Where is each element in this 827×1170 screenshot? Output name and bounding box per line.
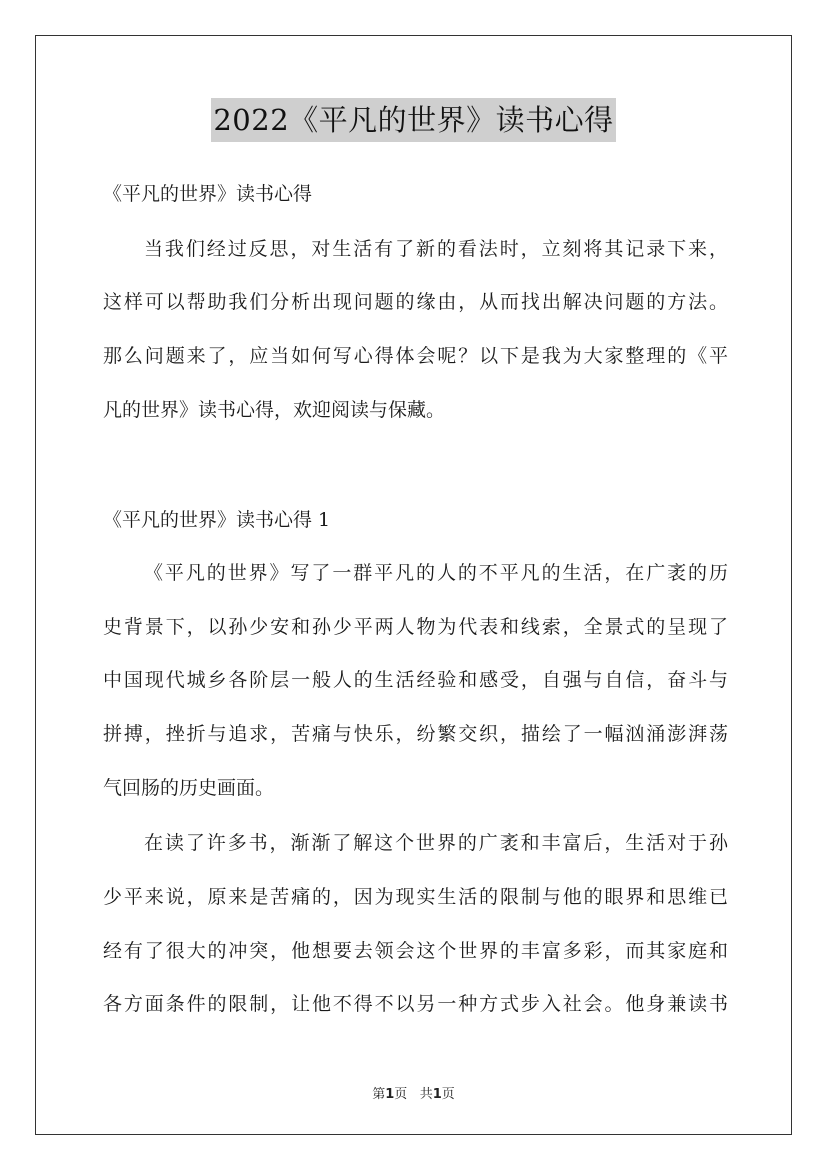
paragraph-line: 中国现代城乡各阶层一般人的生活经验和感受，自强与自信，奋斗与 bbox=[103, 669, 728, 691]
title-container bbox=[0, 98, 827, 142]
intro-line: 那么问题来了，应当如何写心得体会呢？以下是我为大家整理的《平 bbox=[103, 345, 728, 367]
document-title: 2022《平凡的世界》读书心得 bbox=[211, 98, 615, 142]
page-unit: 页 bbox=[394, 1087, 408, 1102]
paragraph-line: 少平来说，原来是苦痛的，因为现实生活的限制与他的眼界和思维已 bbox=[103, 886, 728, 908]
total-unit: 页 bbox=[441, 1087, 455, 1102]
intro-line: 这样可以帮助我们分析出现问题的缘由，从而找出解决问题的方法。 bbox=[103, 291, 728, 313]
paragraph-line: 经有了很大的冲突，他想要去领会这个世界的丰富多彩，而其家庭和 bbox=[103, 940, 728, 962]
intro-line: 凡的世界》读书心得，欢迎阅读与保藏。 bbox=[103, 399, 446, 421]
paragraph-line: 拼搏，挫折与追求，苦痛与快乐，纷繁交织，描绘了一幅汹涌澎湃荡 bbox=[103, 723, 728, 745]
total-pages: 1 bbox=[432, 1087, 442, 1102]
paragraph-line: 史背景下，以孙少安和孙少平两人物为代表和线索，全景式的呈现了 bbox=[103, 616, 728, 638]
paragraph-line: 各方面条件的限制，让他不得不以另一种方式步入社会。他身兼读书 bbox=[103, 993, 728, 1015]
paragraph-line: 气回肠的历史画面。 bbox=[103, 777, 275, 799]
paragraph-line: 《平凡的世界》写了一群平凡的人的不平凡的生活，在广袤的历 bbox=[144, 562, 728, 584]
total-label: 共 bbox=[419, 1087, 433, 1102]
subtitle: 《平凡的世界》读书心得 bbox=[103, 183, 313, 205]
intro-line: 当我们经过反思，对生活有了新的看法时，立刻将其记录下来， bbox=[144, 238, 728, 260]
section-heading: 《平凡的世界》读书心得 1 bbox=[103, 509, 331, 531]
paragraph-line: 在读了许多书，渐渐了解这个世界的广袤和丰富后，生活对于孙 bbox=[144, 832, 728, 854]
page-number: 1 bbox=[385, 1087, 395, 1102]
page-footer bbox=[0, 1083, 827, 1102]
page-label: 第 bbox=[372, 1087, 386, 1102]
